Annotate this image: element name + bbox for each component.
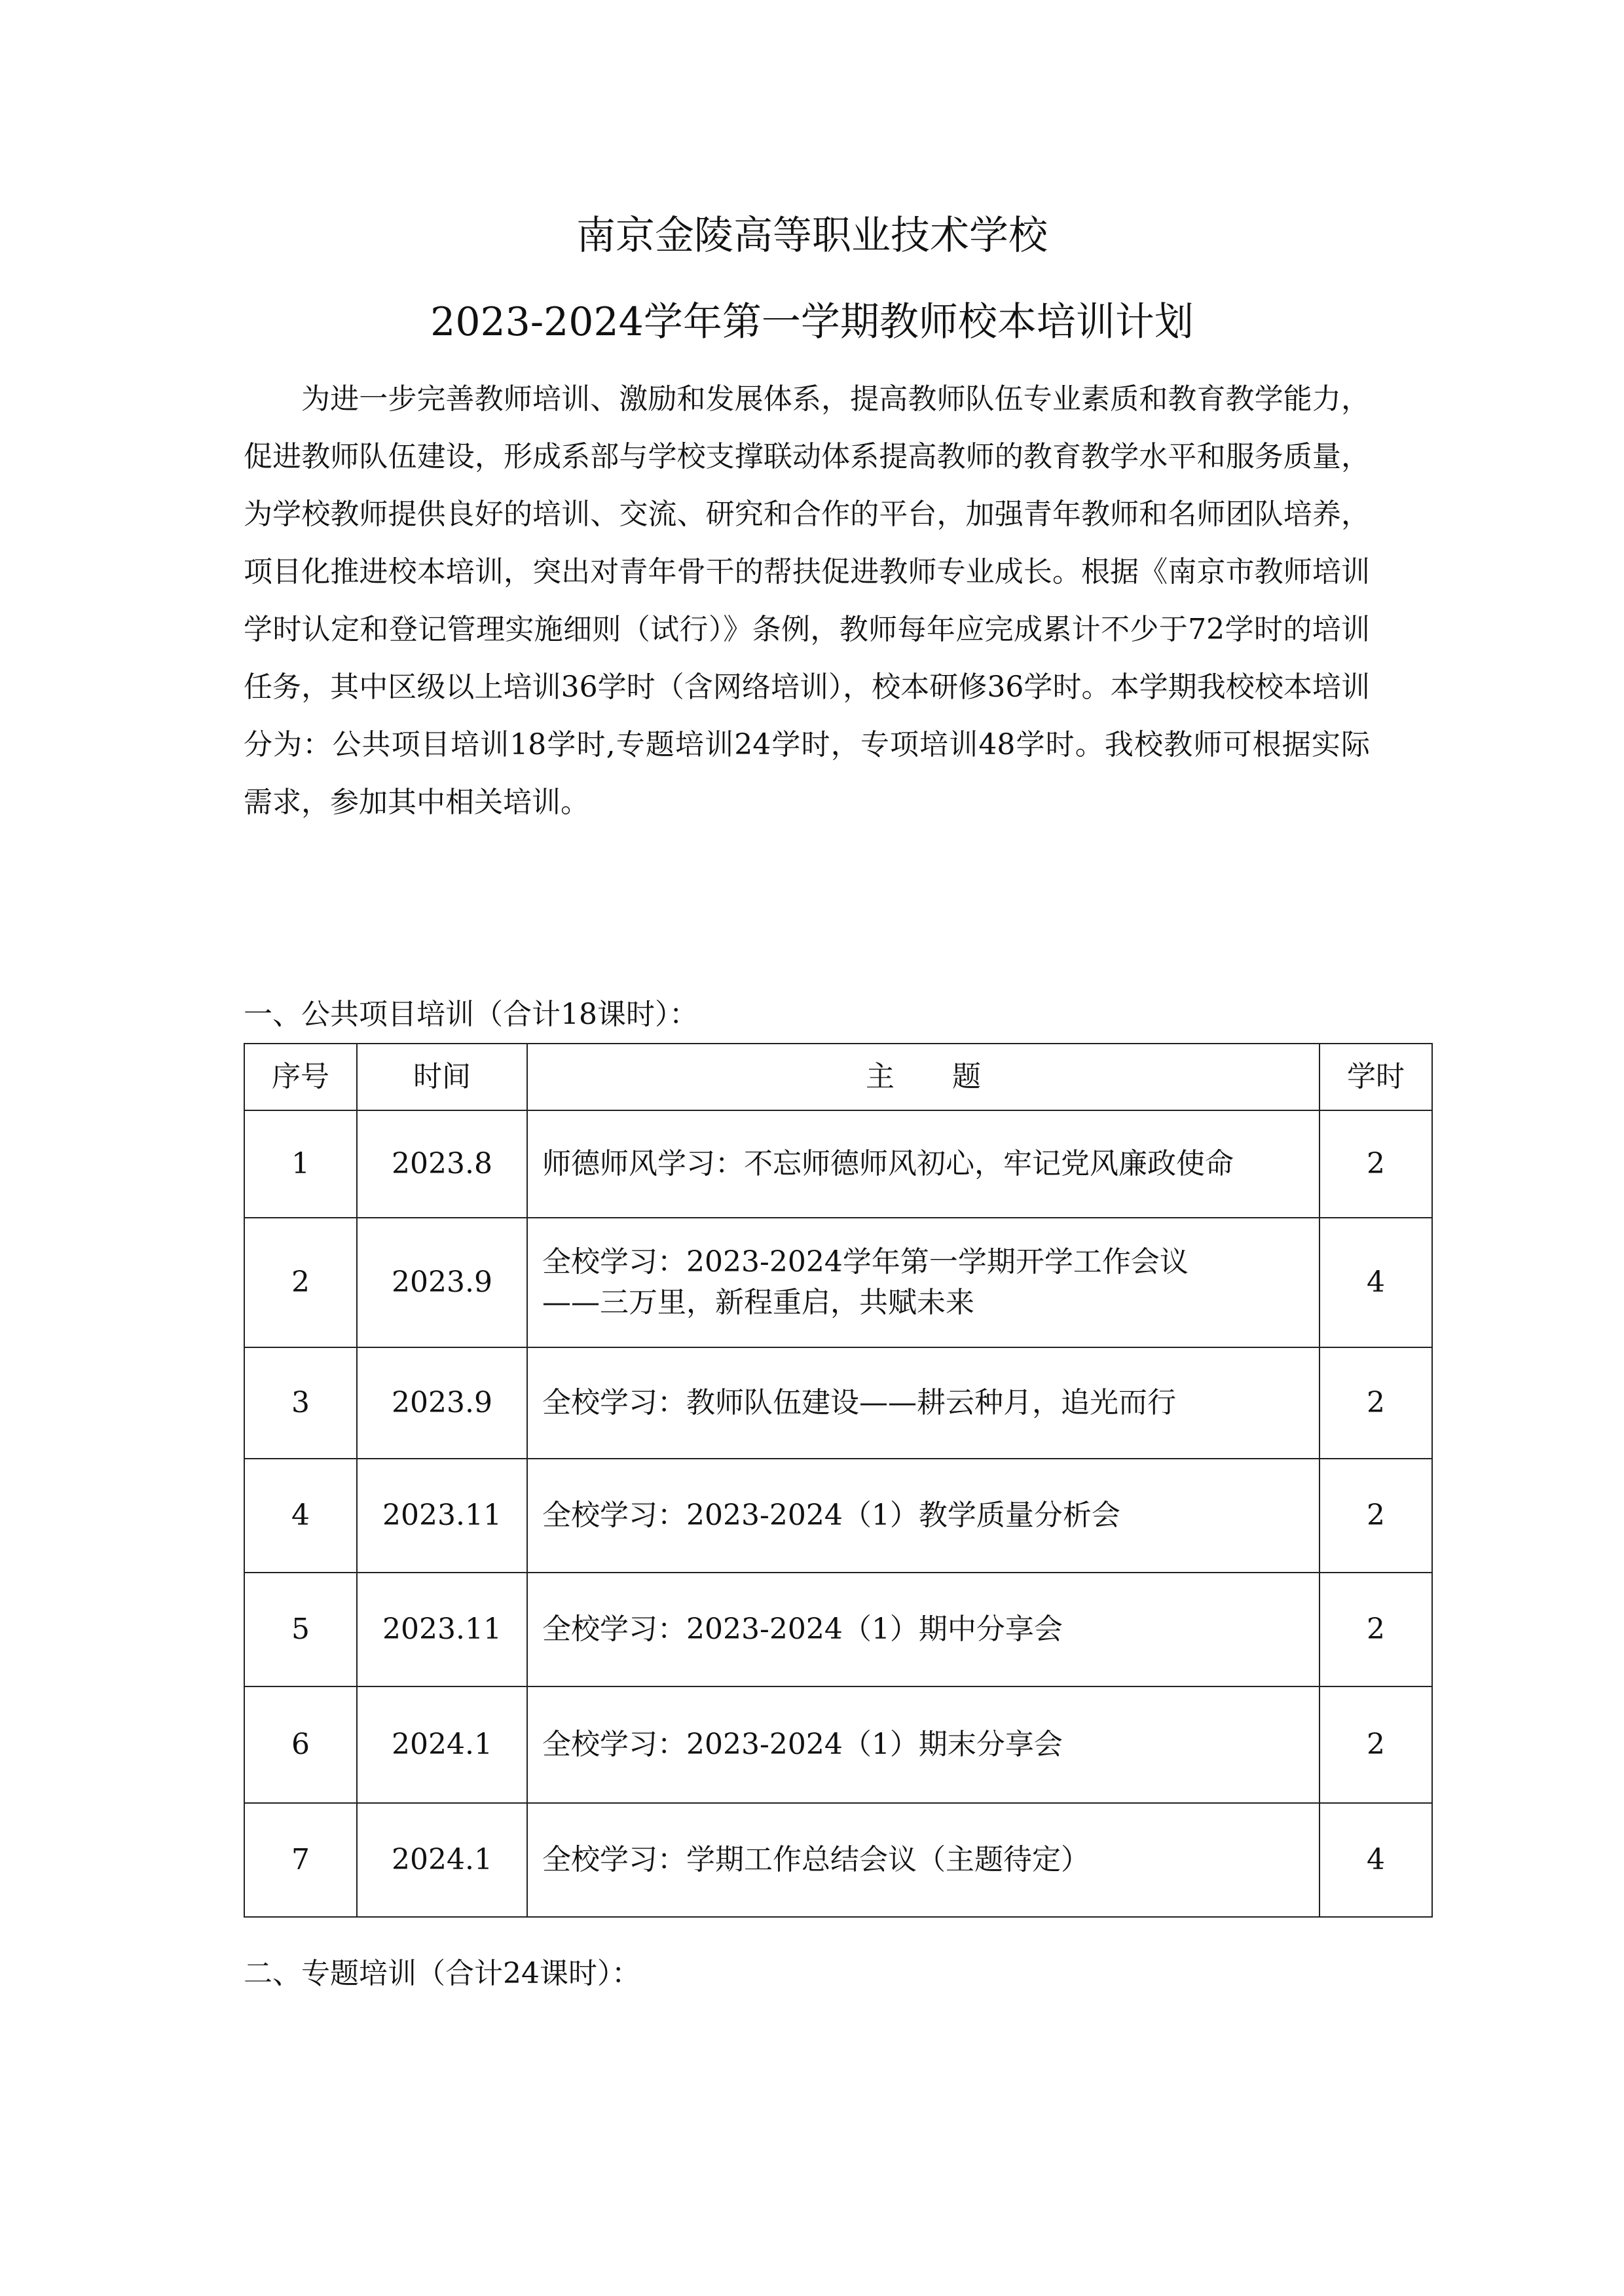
cell-time: 2023.9 (357, 1347, 527, 1459)
training-schedule-table (244, 1043, 1433, 1918)
cell-topic (527, 1686, 1320, 1803)
cell-index: 4 (244, 1459, 357, 1573)
document-subtitle: 2023-2024学年第一学期教师校本培训计划 (430, 299, 1194, 345)
cell-index: 1 (244, 1110, 357, 1218)
cell-hours: 2 (1320, 1347, 1432, 1459)
header-index: 序号 (244, 1044, 357, 1110)
cell-time: 2023.9 (357, 1218, 527, 1347)
cell-time: 2023.8 (357, 1110, 527, 1218)
cell-topic (527, 1803, 1320, 1917)
cell-topic (527, 1110, 1320, 1218)
cell-topic (527, 1347, 1320, 1459)
cell-topic (527, 1218, 1320, 1347)
cell-hours: 2 (1320, 1573, 1432, 1686)
cell-time: 2024.1 (357, 1803, 527, 1917)
cell-topic (527, 1459, 1320, 1573)
cell-index: 5 (244, 1573, 357, 1686)
header-time: 时间 (357, 1044, 527, 1110)
cell-topic (527, 1573, 1320, 1686)
table-row (244, 1803, 1432, 1917)
topic-line: 全校学习：2023-2024（1）教学质量分析会 (542, 1499, 1120, 1532)
header-hours: 学时 (1320, 1044, 1432, 1110)
topic-line: 全校学习：2023-2024学年第一学期开学工作会议 (542, 1245, 1189, 1279)
cell-hours: 4 (1320, 1803, 1432, 1917)
cell-index: 6 (244, 1686, 357, 1803)
section-heading-public-training: 一、公共项目培训（合计18课时）： (244, 998, 698, 1031)
cell-hours: 2 (1320, 1686, 1432, 1803)
topic-line: 全校学习：2023-2024（1）期中分享会 (542, 1613, 1063, 1646)
cell-index: 7 (244, 1803, 357, 1917)
cell-hours: 2 (1320, 1459, 1432, 1573)
cell-time: 2023.11 (357, 1459, 527, 1573)
topic-line: 师德师风学习：不忘师德师风初心，牢记党风廉政使命 (542, 1147, 1234, 1180)
table-row (244, 1347, 1432, 1459)
cell-hours: 2 (1320, 1110, 1432, 1218)
cell-index: 2 (244, 1218, 357, 1347)
document-title: 南京金陵高等职业技术学校 (576, 213, 1048, 259)
table-row (244, 1110, 1432, 1218)
cell-index: 3 (244, 1347, 357, 1459)
cell-time: 2023.11 (357, 1573, 527, 1686)
topic-line: 全校学习：学期工作总结会议（主题待定） (542, 1843, 1090, 1876)
cell-hours: 4 (1320, 1218, 1432, 1347)
table-header-row (244, 1044, 1432, 1110)
section-heading-topic-training: 二、专题培训（合计24课时）： (244, 1957, 640, 1990)
topic-line: ——三万里，新程重启，共赋未来 (542, 1286, 974, 1319)
topic-line: 全校学习：教师队伍建设——耕云种月，追光而行 (542, 1386, 1176, 1419)
topic-line: 全校学习：2023-2024（1）期末分享会 (542, 1728, 1063, 1761)
table-row (244, 1686, 1432, 1803)
table-row (244, 1218, 1432, 1347)
cell-time: 2024.1 (357, 1686, 527, 1803)
header-topic: 主 题 (527, 1044, 1320, 1110)
table-row (244, 1573, 1432, 1686)
table-row (244, 1459, 1432, 1573)
intro-paragraph: 为进一步完善教师培训、激励和发展体系，提高教师队伍专业素质和教育教学能力，促进教师队伍建设，形成系部与学校支撑联动体系提高教师的教育教学水平和服务质量，为学校教师提供良好的培训、交流、研究和合作的平台，加强青年教师和名师团队培养，项目化推进校本培训，突出对青年骨干的帮扶促进教师专业成长。根据《南京市教师培训学时认定和登记管理实施细则（试行）》条例，教师每年应完成累计不少于72学时的培训任务，其中区级以上培训36学时（含网络培训），校本研修36学时。本学期我校校本培训分为：公共项目培训18学时,专题培训24学时，专项培训48学时。我校教师可根据实际需求，参加其中相关培训。 (244, 382, 1370, 819)
